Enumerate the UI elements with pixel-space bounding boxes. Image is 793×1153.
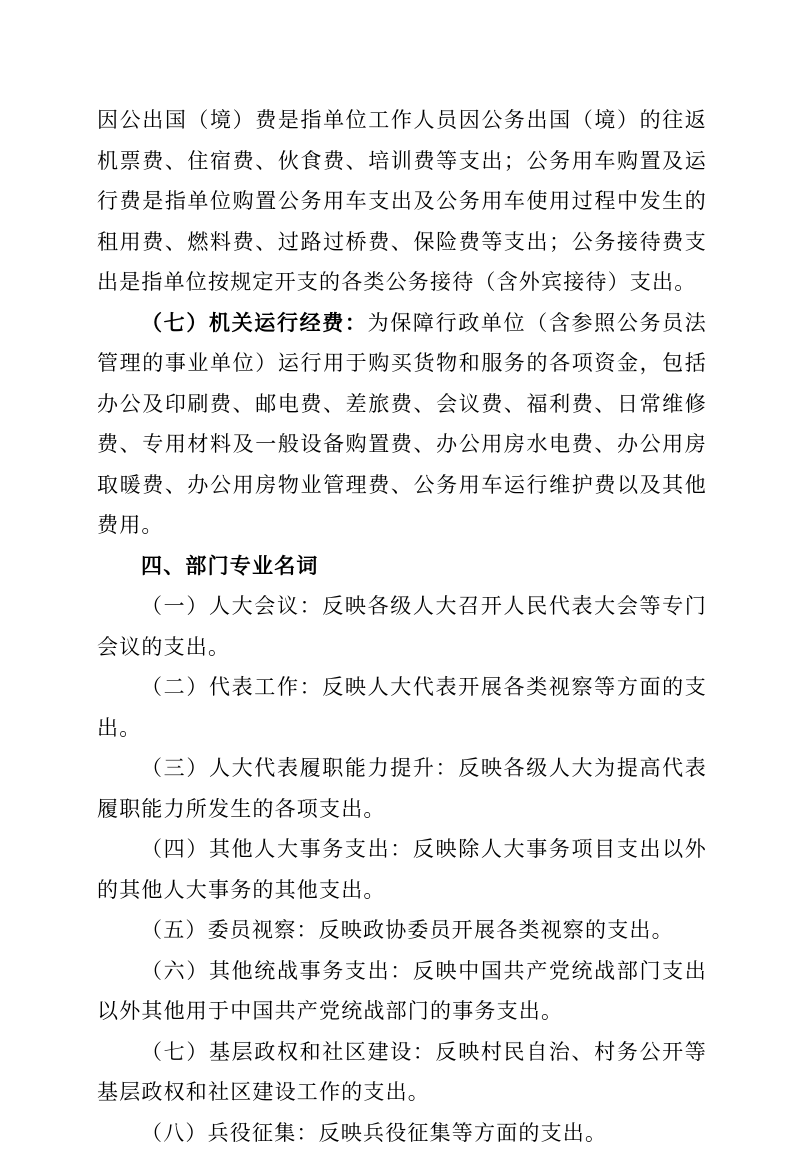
- term-item: （六）其他统战事务支出：反映中国共产党统战部门支出以外其他用于中国共产党统战部门的事务支出。: [97, 951, 707, 1032]
- section-7-text: 为保障行政单位（含参照公务员法管理的事业单位）运行用于购买货物和服务的各项资金，包括办公及印刷费、邮电费、差旅费、会议费、福利费、日常维修费、专用材料及一般设备购置费、办公用房水电费、办公用房取暖费、办公用房物业管理费、公务用车运行维护费以及其他费用。: [97, 311, 707, 538]
- term-item: （七）基层政权和社区建设：反映村民自治、村务公开等基层政权和社区建设工作的支出。: [97, 1032, 707, 1113]
- section-heading-4: 四、部门专业名词: [97, 546, 707, 587]
- paragraph-continuation: 因公出国（境）费是指单位工作人员因公务出国（境）的往返机票费、住宿费、伙食费、培训费等支出；公务用车购置及运行费是指单位购置公务用车支出及公务用车使用过程中发生的租用费、燃料费、过路过桥费、保险费等支出；公务接待费支出是指单位按规定开支的各类公务接待（含外宾接待）支出。: [97, 100, 707, 303]
- term-item: （八）兵役征集：反映兵役征集等方面的支出。: [97, 1113, 707, 1153]
- term-item: （五）委员视察：反映政协委员开展各类视察的支出。: [97, 910, 707, 951]
- section-7-label: （七）机关运行经费：: [141, 310, 368, 335]
- document-body: [97, 100, 707, 1153]
- term-item: （四）其他人大事务支出：反映除人大事务项目支出以外的其他人大事务的其他支出。: [97, 829, 707, 910]
- paragraph-section-7: [97, 303, 707, 546]
- term-item: （二）代表工作：反映人大代表开展各类视察等方面的支出。: [97, 667, 707, 748]
- term-item: （三）人大代表履职能力提升：反映各级人大为提高代表履职能力所发生的各项支出。: [97, 748, 707, 829]
- term-item: （一）人大会议：反映各级人大召开人民代表大会等专门会议的支出。: [97, 586, 707, 667]
